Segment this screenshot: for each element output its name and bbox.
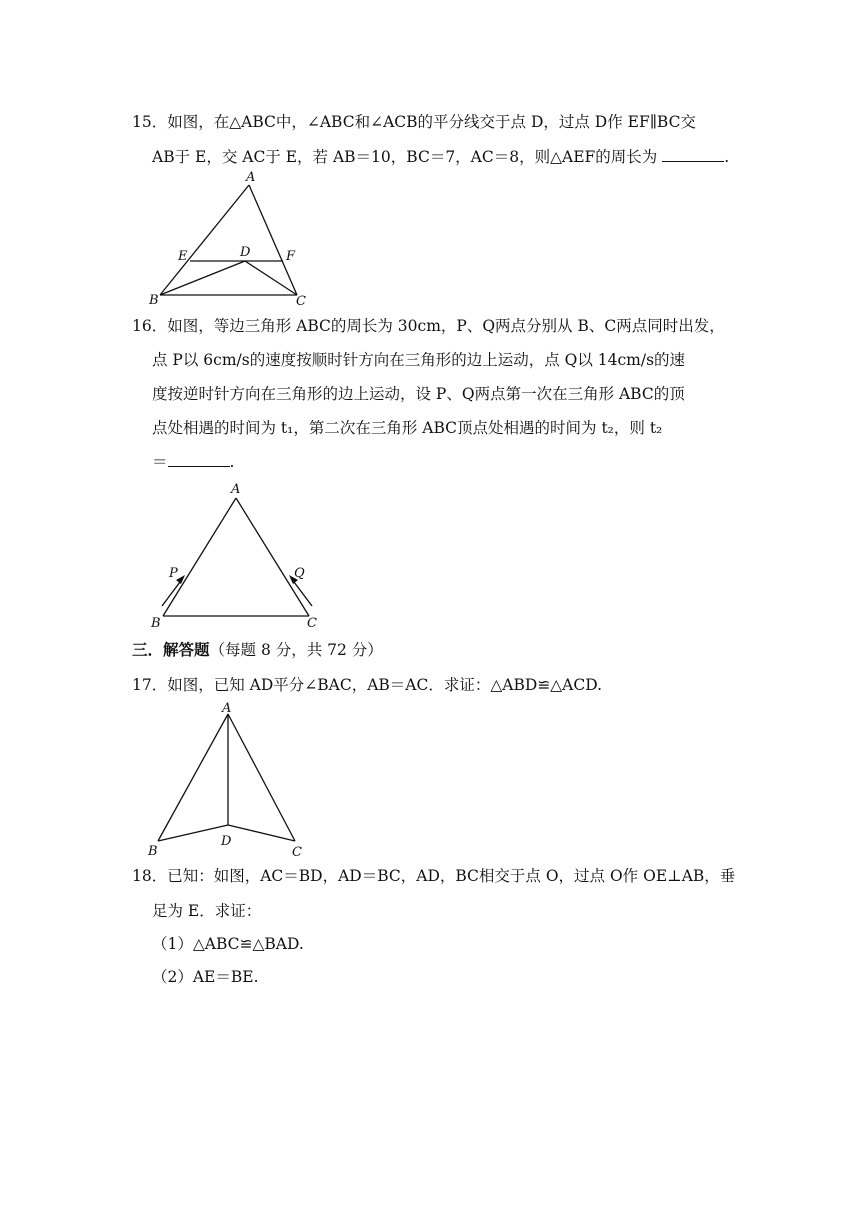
q16-line-5-start: ＝ [152, 453, 168, 471]
q17-label-b: B [148, 844, 158, 859]
q16-label-q: Q [294, 566, 305, 581]
q17-figure [140, 698, 320, 863]
section-3-title: 三．解答题 [132, 640, 210, 659]
q18-sub-1: （1）△ABC≌△BAD. [152, 935, 304, 953]
q15-label-f: F [286, 249, 296, 264]
section-3-note: （每题 8 分，共 72 分） [209, 641, 383, 659]
q15-line-1: 15．如图，在△ABC中，∠ABC和∠ACB的平分线交于点 D，过点 D作 EF∥BC交 [132, 113, 696, 131]
q16-line-3: 度按逆时针方向在三角形的边上运动，设 P、Q两点第一次在三角形 ABC的顶 [152, 385, 685, 403]
q16-answer-blank [168, 452, 230, 467]
q16-side-ab [163, 498, 236, 616]
q17-label-a: A [222, 701, 232, 716]
q15-figure [140, 168, 320, 308]
q16-line-1: 16．如图，等边三角形 ABC的周长为 30cm，P、Q两点分别从 B、C两点同时出发， [132, 317, 725, 335]
q17-segment-bd [158, 825, 228, 841]
q16-figure [145, 478, 325, 633]
q15-answer-blank [662, 147, 724, 162]
q15-label-d: D [240, 245, 251, 260]
q15-line-2-text: AB于 E，交 AC于 E，若 AB＝10，BC＝7，AC＝8，则△AEF的周长为 [152, 148, 658, 166]
q18-line-2: 足为 E．求证： [152, 902, 262, 920]
q16-label-c: C [307, 616, 317, 631]
q16-label-b: B [151, 616, 161, 631]
q15-label-a: A [246, 170, 256, 185]
q16-line-4: 点处相遇的时间为 t₁，第二次在三角形 ABC顶点处相遇的时间为 t₂，则 t₂ [152, 419, 663, 437]
q16-side-ac [236, 498, 309, 616]
q15-segment-bd [160, 261, 245, 295]
q17-segment-cd [228, 825, 295, 841]
q15-label-e: E [178, 249, 188, 264]
q16-line-2: 点 P以 6cm/s的速度按顺时针方向在三角形的边上运动，点 Q以 14cm/s的速 [152, 351, 686, 369]
q15-side-ab [160, 185, 249, 295]
q17-side-ac [228, 714, 295, 841]
q15-label-c: C [296, 294, 306, 309]
q18-sub-2: （2）AE＝BE. [152, 968, 259, 986]
q17-label-c: C [292, 845, 302, 860]
q15-line-2 [152, 147, 729, 167]
section-3-heading [132, 640, 383, 660]
q16-line-5 [152, 452, 234, 472]
q16-label-a: A [231, 482, 241, 497]
q16-label-p: P [169, 566, 178, 581]
q15-label-b: B [149, 293, 159, 308]
q16-line-5-end: . [229, 453, 235, 471]
q17-side-ab [158, 714, 228, 841]
q18-line-1: 18．已知：如图，AC＝BD，AD＝BC，AD，BC相交于点 O，过点 O作 OE⊥AB，垂 [132, 867, 736, 885]
q15-side-ac [249, 185, 297, 295]
q15-line-2-end: . [724, 148, 730, 166]
q17-label-d: D [221, 834, 232, 849]
q17-text: 17．如图，已知 AD平分∠BAC，AB＝AC．求证：△ABD≌△ACD. [132, 676, 603, 694]
